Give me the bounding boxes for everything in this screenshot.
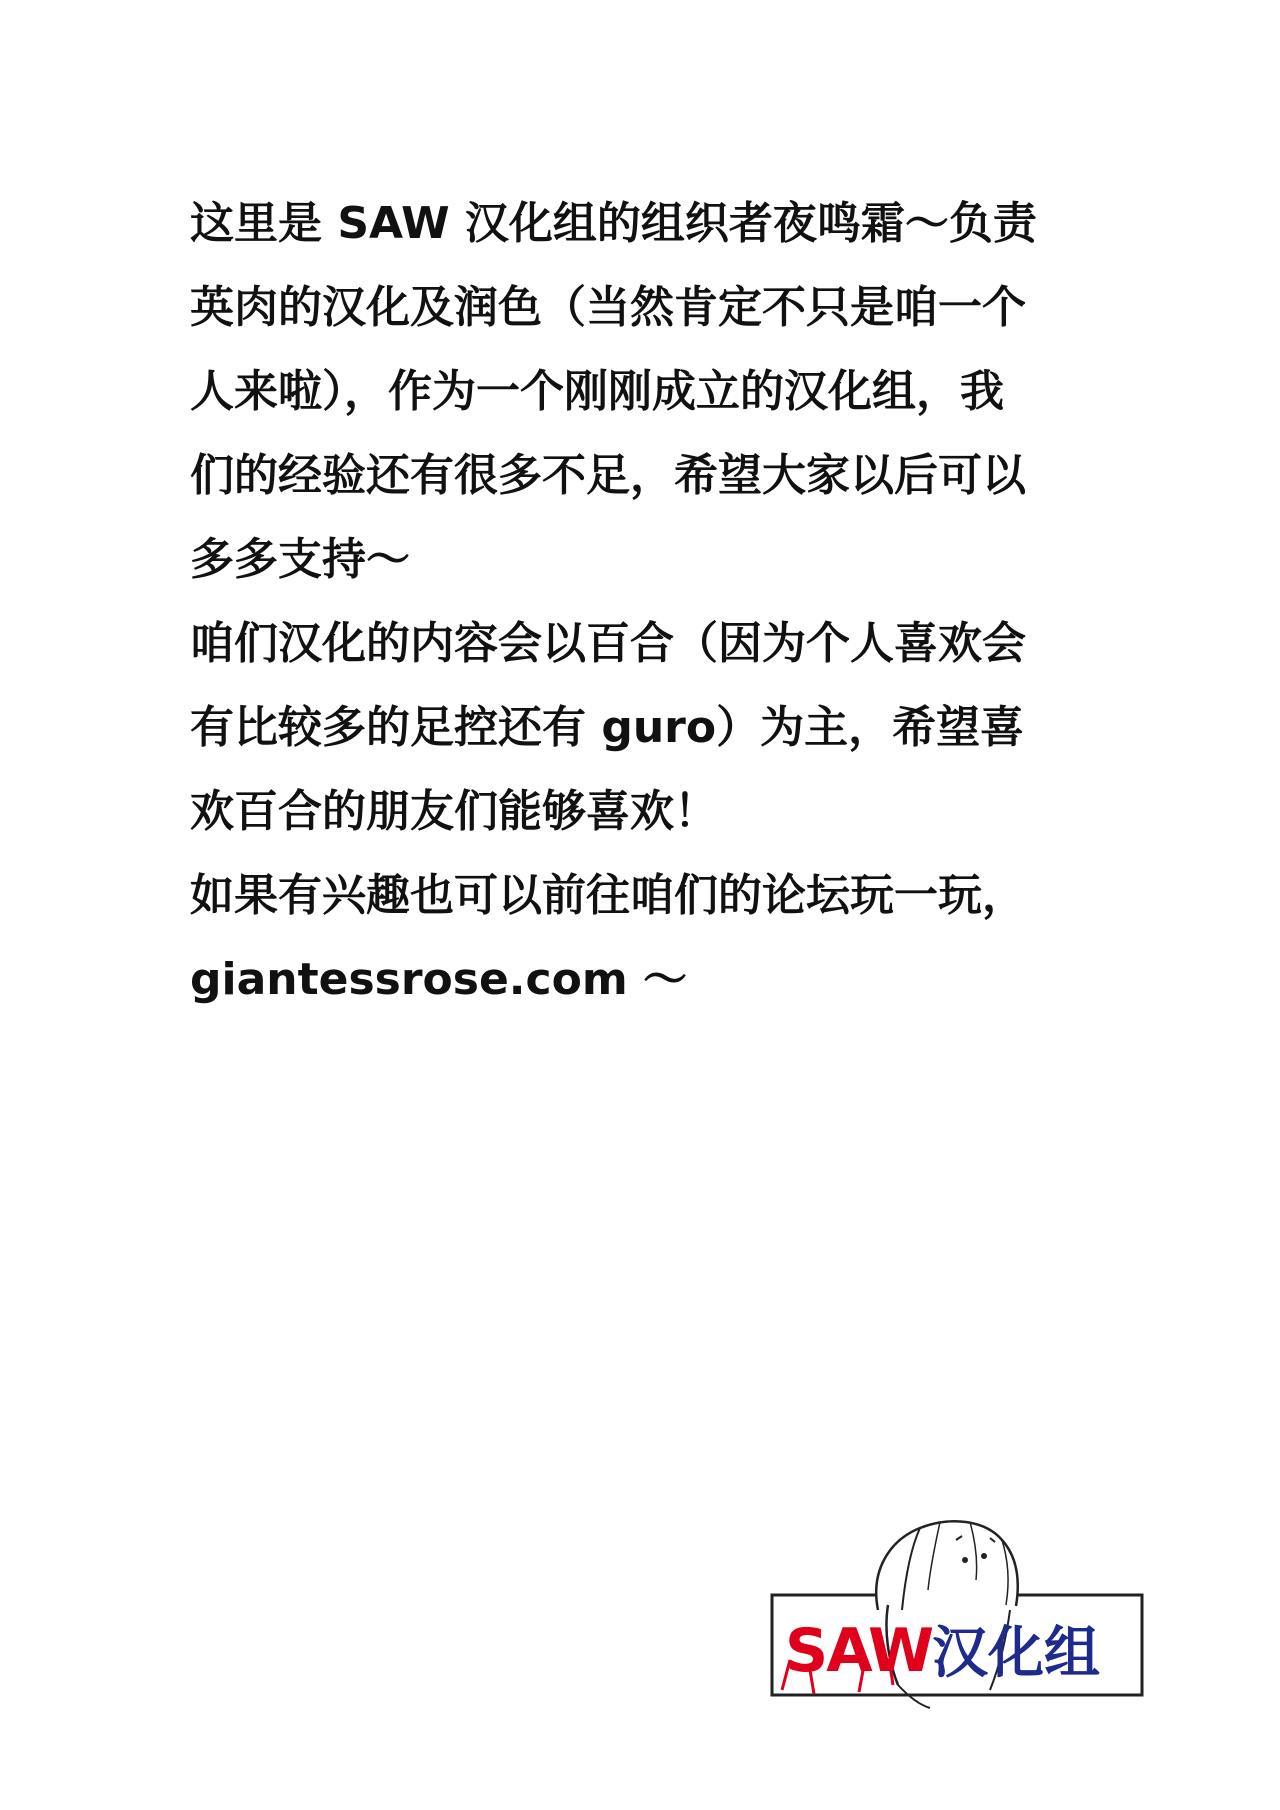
text-line: 们的经验还有很多不足，希望大家以后可以	[190, 450, 1026, 501]
text-line: 咱们汉化的内容会以百合（因为个人喜欢会	[190, 618, 1026, 669]
website-link[interactable]: giantessrose.com ～	[190, 954, 687, 1005]
text-line: 欢百合的朋友们能够喜欢！	[190, 786, 718, 837]
text-line: 英肉的汉化及润色（当然肯定不只是咱一个	[190, 282, 1026, 333]
intro-text	[190, 182, 1130, 1022]
logo-chinese: 汉化组	[932, 1621, 1100, 1686]
text-line: 如果有兴趣也可以前往咱们的论坛玩一玩，	[190, 870, 1026, 921]
group-logo	[770, 1510, 1150, 1710]
text-line: 多多支持～	[190, 534, 410, 585]
text-line: 有比较多的足控还有 guro）为主，希望喜	[190, 702, 1025, 753]
text-line: 这里是 SAW 汉化组的组织者夜鸣霜～负责	[190, 198, 1037, 249]
logo-latin: SAW	[785, 1616, 933, 1686]
text-line: 人来啦），作为一个刚刚成立的汉化组，我	[190, 366, 1004, 417]
